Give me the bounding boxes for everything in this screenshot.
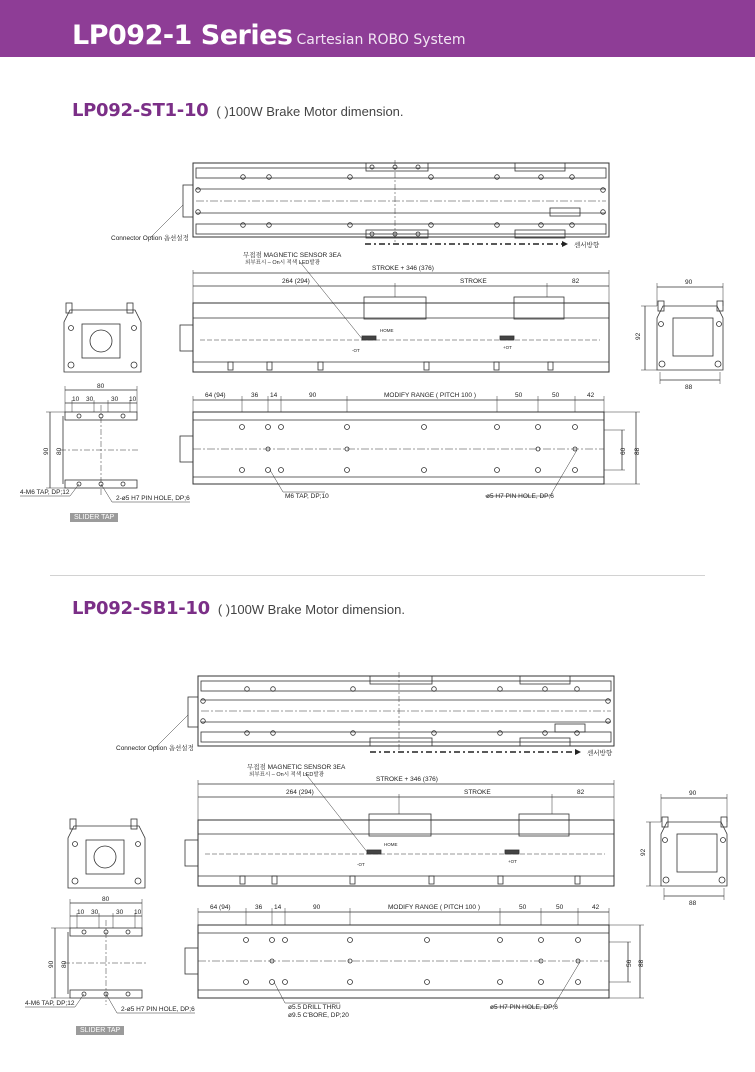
dimension-drawing-sb1 bbox=[0, 500, 755, 1060]
pin-note: ø5 H7 PIN HOLE, DP;6 bbox=[486, 493, 554, 500]
plan-dim-50a: 50 bbox=[515, 392, 523, 399]
plan-dim-88: 88 bbox=[634, 447, 641, 455]
dimension-drawing-st1 bbox=[0, 0, 755, 530]
arrow-right-icon bbox=[575, 749, 581, 755]
slider-tap-badge: SLIDER TAP bbox=[70, 513, 118, 522]
slider-dim-10b: 10 bbox=[134, 909, 142, 916]
slider-tap-badge: SLIDER TAP bbox=[76, 1026, 124, 1035]
home-label: HOME bbox=[384, 842, 398, 847]
slider-dim-90: 90 bbox=[48, 960, 55, 968]
sensor-note-2: 외부표시 – On시 적색 LED발광 bbox=[249, 772, 325, 778]
sensor-direction-label: 센서방향 bbox=[574, 242, 600, 249]
slider-dim-30b: 30 bbox=[111, 396, 119, 403]
slider-dim-30a: 30 bbox=[86, 396, 94, 403]
slider-pin-note: 2-ø5 H7 PIN HOLE, DP;6 bbox=[121, 1006, 195, 1013]
end-view-right bbox=[641, 283, 723, 384]
section-model: LP092-ST1-10 bbox=[72, 100, 209, 121]
dim-264: 264 (294) bbox=[282, 278, 310, 285]
dim-stroke-total: STROKE + 346 (376) bbox=[376, 776, 438, 783]
slider-tap-view bbox=[25, 899, 195, 1013]
drawing-svg bbox=[0, 0, 755, 530]
plan-dim-42: 42 bbox=[592, 904, 600, 911]
end-view-right bbox=[646, 794, 727, 900]
plus-ot-label: +OT bbox=[503, 345, 512, 350]
slider-dim-10a: 10 bbox=[72, 396, 80, 403]
plan-dim-14: 14 bbox=[274, 904, 282, 911]
plan-dim-modify-range: MODIFY RANGE ( PITCH 100 ) bbox=[384, 392, 476, 399]
dim-stroke: STROKE bbox=[460, 278, 487, 285]
plan-view bbox=[185, 908, 644, 1007]
sensor-direction-label: 센서방향 bbox=[587, 750, 613, 757]
series-subtitle: Cartesian ROBO System bbox=[296, 32, 466, 48]
plan-dim-14: 14 bbox=[270, 392, 278, 399]
top-view-holes bbox=[196, 165, 606, 236]
plan-dim-60: 60 bbox=[620, 447, 627, 455]
tap-note: ø5.5 DRILL THRU bbox=[288, 1004, 341, 1011]
dim-82: 82 bbox=[577, 789, 585, 796]
plan-dim-36: 36 bbox=[251, 392, 259, 399]
tap-note-2: ø9.5 C'BORE, DP;20 bbox=[288, 1012, 349, 1019]
plan-dim-64: 64 (94) bbox=[205, 392, 226, 399]
slider-dim-80v: 80 bbox=[61, 960, 68, 968]
drawing-svg bbox=[0, 500, 755, 1060]
connector-label: Connector Option 옵션설정 bbox=[111, 235, 189, 242]
dim-82: 82 bbox=[572, 278, 580, 285]
plan-dim-50b: 50 bbox=[556, 904, 564, 911]
end-dim-88: 88 bbox=[685, 384, 693, 391]
plan-dim-36: 36 bbox=[255, 904, 263, 911]
end-dim-88: 88 bbox=[689, 900, 697, 907]
section-description: ( )100W Brake Motor dimension. bbox=[217, 602, 405, 617]
sensor-note-1: 무접점 MAGNETIC SENSOR 3EA bbox=[243, 252, 342, 259]
tap-note: M6 TAP, DP;10 bbox=[285, 493, 329, 500]
top-view bbox=[188, 672, 614, 750]
series-name: LP092-1 Series bbox=[72, 20, 293, 51]
front-view bbox=[185, 814, 614, 886]
connector-label: Connector Option 옵션설정 bbox=[116, 745, 194, 752]
slider-dim-10a: 10 bbox=[77, 909, 85, 916]
slider-dim-80: 80 bbox=[97, 383, 105, 390]
sensor-note-1: 무접점 MAGNETIC SENSOR 3EA bbox=[247, 764, 346, 771]
dim-264: 264 (294) bbox=[286, 789, 314, 796]
plan-dim-56: 56 bbox=[626, 959, 633, 967]
home-label: HOME bbox=[380, 328, 394, 333]
slider-tap-note: 4-M6 TAP, DP;12 bbox=[20, 489, 70, 496]
plan-dim-50b: 50 bbox=[552, 392, 560, 399]
slider-dim-30b: 30 bbox=[116, 909, 124, 916]
section-description: ( )100W Brake Motor dimension. bbox=[216, 104, 404, 119]
plan-dim-90: 90 bbox=[313, 904, 321, 911]
end-dim-92: 92 bbox=[640, 848, 647, 856]
front-view bbox=[180, 297, 609, 372]
minus-ot-label: -OT bbox=[352, 348, 360, 353]
slider-dim-80: 80 bbox=[102, 896, 110, 903]
pin-note: ø5 H7 PIN HOLE, DP;6 bbox=[490, 1004, 558, 1011]
slider-dim-90: 90 bbox=[43, 447, 50, 455]
end-dim-92: 92 bbox=[635, 332, 642, 340]
plan-dim-50a: 50 bbox=[519, 904, 527, 911]
end-view-left bbox=[68, 819, 145, 888]
minus-ot-label: -OT bbox=[357, 862, 365, 867]
dim-stroke-total: STROKE + 346 (376) bbox=[372, 265, 434, 272]
plan-dim-42: 42 bbox=[587, 392, 595, 399]
plan-dim-90: 90 bbox=[309, 392, 317, 399]
end-dim-90: 90 bbox=[689, 790, 697, 797]
slider-pin-note: 2-ø5 H7 PIN HOLE, DP;6 bbox=[116, 495, 190, 502]
plan-dim-modify-range: MODIFY RANGE ( PITCH 100 ) bbox=[388, 904, 480, 911]
plan-view-holes bbox=[240, 425, 578, 473]
dim-stroke: STROKE bbox=[464, 789, 491, 796]
slider-tap-note: 4-M6 TAP, DP;12 bbox=[25, 1000, 75, 1007]
slider-dim-30a: 30 bbox=[91, 909, 99, 916]
slider-dim-80v: 80 bbox=[56, 447, 63, 455]
slider-dim-10b: 10 bbox=[129, 396, 137, 403]
plus-ot-label: +OT bbox=[508, 859, 517, 864]
plan-dim-88: 88 bbox=[638, 959, 645, 967]
arrow-right-icon bbox=[562, 241, 568, 247]
sensor-note-2: 외부표시 – On시 적색 LED발광 bbox=[245, 260, 321, 266]
end-view-left bbox=[64, 303, 141, 372]
section-model: LP092-SB1-10 bbox=[72, 598, 210, 619]
slider-tap-view bbox=[20, 386, 190, 502]
plan-view bbox=[180, 396, 640, 496]
top-view bbox=[183, 160, 609, 242]
plan-dim-64: 64 (94) bbox=[210, 904, 231, 911]
end-dim-90: 90 bbox=[685, 279, 693, 286]
